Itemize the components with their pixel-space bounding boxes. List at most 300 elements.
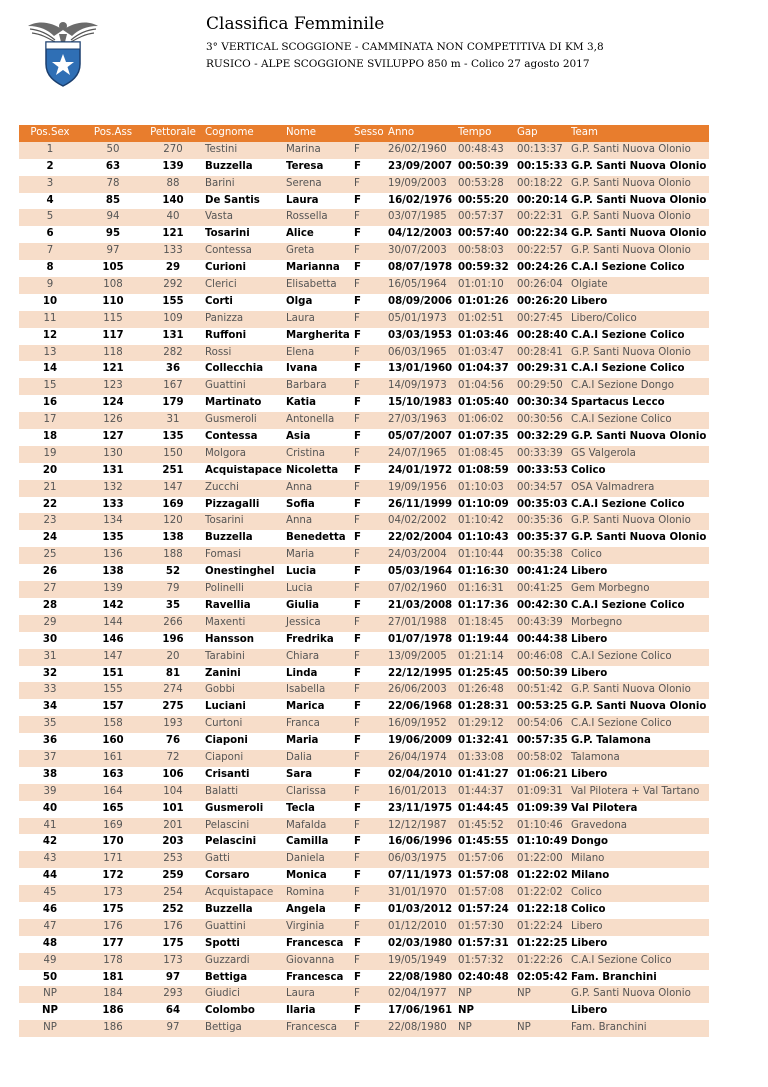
table-cell: 4 xyxy=(46,194,54,206)
table-cell: 293 xyxy=(163,988,183,1000)
table-cell: Gusmeroli xyxy=(205,802,264,814)
table-cell: 155 xyxy=(103,684,123,696)
table-cell: 131 xyxy=(162,329,184,341)
table-cell: 26/06/2003 xyxy=(388,684,447,696)
table-cell: F xyxy=(354,549,360,561)
table-cell: 134 xyxy=(103,515,123,527)
table-cell: Tarabini xyxy=(205,650,245,662)
table-cell: 00:18:22 xyxy=(517,177,563,189)
table-row xyxy=(19,328,709,345)
table-row xyxy=(19,412,709,429)
table-row xyxy=(19,547,709,564)
table-cell: 36 xyxy=(42,735,58,747)
table-cell: 44 xyxy=(42,870,58,882)
table-cell: Bettiga xyxy=(205,1022,242,1034)
table-cell: 01:22:24 xyxy=(517,920,563,932)
table-row xyxy=(19,598,709,615)
table-cell: 20 xyxy=(166,650,180,662)
table-cell: Jessica xyxy=(286,616,321,628)
table-row xyxy=(19,260,709,277)
table-cell: 05/03/1964 xyxy=(388,566,453,578)
table-cell: Spotti xyxy=(205,937,240,949)
table-cell: 01:08:45 xyxy=(458,447,504,459)
table-cell: 00:26:20 xyxy=(517,295,568,307)
table-cell: Fam. Branchini xyxy=(571,971,657,983)
table-cell: 30 xyxy=(42,633,58,645)
table-cell: 01:25:45 xyxy=(458,667,509,679)
table-cell: Isabella xyxy=(286,684,326,696)
table-cell: F xyxy=(354,751,360,763)
table-row xyxy=(19,986,709,1003)
table-cell: 52 xyxy=(165,566,181,578)
table-cell: Lucia xyxy=(286,583,313,595)
table-cell: Panizza xyxy=(205,312,244,324)
table-cell: 50 xyxy=(42,971,58,983)
table-cell: Libero xyxy=(571,667,608,679)
table-cell: NP xyxy=(458,988,472,1000)
table-cell: F xyxy=(354,954,360,966)
table-cell: 117 xyxy=(102,329,124,341)
col-header: Gap xyxy=(517,127,538,138)
table-row xyxy=(19,209,709,226)
table-cell: G.P. Santi Nuova Olonio xyxy=(571,211,691,223)
table-row xyxy=(19,159,709,176)
table-row xyxy=(19,294,709,311)
table-cell: F xyxy=(354,1022,360,1034)
table-cell: F xyxy=(354,329,361,341)
table-cell: Marica xyxy=(286,701,325,713)
table-cell: Ruffoni xyxy=(205,329,247,341)
table-cell: Elena xyxy=(286,346,315,358)
table-row xyxy=(19,649,709,666)
table-cell: G.P. Santi Nuova Olonio xyxy=(571,346,691,358)
table-row xyxy=(19,193,709,210)
table-cell: G.P. Santi Nuova Olonio xyxy=(571,532,707,544)
table-cell: 165 xyxy=(102,802,124,814)
table-cell: 00:58:03 xyxy=(458,245,504,257)
table-cell: 169 xyxy=(103,819,123,831)
table-row xyxy=(19,733,709,750)
table-cell: Contessa xyxy=(205,245,252,257)
table-cell: 5 xyxy=(46,211,54,223)
table-cell: 01:09:31 xyxy=(517,785,563,797)
table-cell: 01:45:52 xyxy=(458,819,504,831)
table-cell: 175 xyxy=(102,903,124,915)
table-cell: 00:57:35 xyxy=(517,735,568,747)
table-cell: F xyxy=(354,160,361,172)
table-cell: 01:10:46 xyxy=(517,819,563,831)
table-cell: 01/12/2010 xyxy=(388,920,447,932)
table-cell: 136 xyxy=(103,549,123,561)
table-cell: Milano xyxy=(571,870,610,882)
table-cell: 01:10:03 xyxy=(458,481,504,493)
table-row xyxy=(19,682,709,699)
table-cell: Guattini xyxy=(205,380,246,392)
table-cell: 120 xyxy=(163,515,183,527)
table-cell: 118 xyxy=(103,346,123,358)
table-cell: Martinato xyxy=(205,397,262,409)
table-cell: 108 xyxy=(103,279,123,291)
table-cell: 167 xyxy=(163,380,183,392)
table-cell: 135 xyxy=(102,532,124,544)
table-cell: Colico xyxy=(571,549,602,561)
table-cell: Bettiga xyxy=(205,971,248,983)
table-cell: Alice xyxy=(286,228,314,240)
table-cell: 04/02/2002 xyxy=(388,515,447,527)
table-cell: 158 xyxy=(103,718,123,730)
table-cell: 133 xyxy=(163,245,183,257)
table-row xyxy=(19,615,709,632)
table-cell: G.P. Santi Nuova Olonio xyxy=(571,143,691,155)
table-cell: C.A.I Sezione Colico xyxy=(571,650,672,662)
table-cell: C.A.I Sezione Colico xyxy=(571,329,685,341)
table-cell: Zucchi xyxy=(205,481,239,493)
table-cell: 121 xyxy=(162,228,184,240)
table-cell: 115 xyxy=(103,312,123,324)
table-cell: Monica xyxy=(286,870,327,882)
table-cell: 00:42:30 xyxy=(517,599,568,611)
table-cell: Giulia xyxy=(286,599,319,611)
table-cell: 01:09:39 xyxy=(517,802,568,814)
table-cell: 130 xyxy=(103,447,123,459)
table-cell: F xyxy=(354,211,360,223)
table-cell: 00:57:40 xyxy=(458,228,509,240)
table-cell: 196 xyxy=(162,633,184,645)
table-row xyxy=(19,226,709,243)
table-cell: 31 xyxy=(166,414,180,426)
table-cell: Clarissa xyxy=(286,785,327,797)
table-cell: Balatti xyxy=(205,785,239,797)
table-cell: 109 xyxy=(163,312,183,324)
table-cell: G.P. Santi Nuova Olonio xyxy=(571,245,691,257)
table-cell: Buzzella xyxy=(205,532,253,544)
table-cell: Gobbi xyxy=(205,684,235,696)
table-cell: 110 xyxy=(102,295,124,307)
table-cell: 48 xyxy=(42,937,58,949)
table-cell: 01:07:35 xyxy=(458,431,509,443)
table-cell: 151 xyxy=(102,667,124,679)
table-cell: F xyxy=(354,988,360,1000)
table-cell: F xyxy=(354,887,360,899)
table-cell: 01:26:48 xyxy=(458,684,504,696)
table-cell: 36 xyxy=(165,363,181,375)
table-cell: 78 xyxy=(106,177,120,189)
table-cell: 15 xyxy=(43,380,57,392)
table-cell: 23/09/2007 xyxy=(388,160,453,172)
table-cell: C.A.I Sezione Dongo xyxy=(571,380,674,392)
table-row xyxy=(19,142,709,159)
table-cell: F xyxy=(354,735,361,747)
table-cell: Ciaponi xyxy=(205,735,248,747)
table-cell: F xyxy=(354,684,360,696)
table-cell: 33 xyxy=(43,684,57,696)
table-cell: 11 xyxy=(43,312,57,324)
table-cell: Benedetta xyxy=(286,532,346,544)
table-cell: F xyxy=(354,464,361,476)
table-cell: 2 xyxy=(46,160,54,172)
table-cell: 22/08/1980 xyxy=(388,971,453,983)
table-cell: Antonella xyxy=(286,414,335,426)
table-cell: 01:45:55 xyxy=(458,836,509,848)
table-cell: 01:21:14 xyxy=(458,650,504,662)
table-cell: Acquistapace xyxy=(205,887,274,899)
table-row xyxy=(19,361,709,378)
table-cell: Curioni xyxy=(205,262,246,274)
table-cell: F xyxy=(354,295,361,307)
table-cell: 00:29:31 xyxy=(517,363,568,375)
table-cell: 6 xyxy=(46,228,54,240)
table-cell: 18 xyxy=(42,431,58,443)
table-cell: Maria xyxy=(286,549,315,561)
table-cell: 01:18:45 xyxy=(458,616,504,628)
table-cell: F xyxy=(354,397,361,409)
table-cell: F xyxy=(354,194,361,206)
table-cell: 26 xyxy=(42,566,58,578)
table-row xyxy=(19,497,709,514)
table-cell: F xyxy=(354,515,360,527)
table-cell: 45 xyxy=(43,887,57,899)
table-cell: 40 xyxy=(42,802,58,814)
table-cell: 19/09/1956 xyxy=(388,481,447,493)
table-cell: Morbegno xyxy=(571,616,623,628)
table-cell: GS Valgerola xyxy=(571,447,636,459)
table-cell: 00:22:31 xyxy=(517,211,563,223)
table-cell: 31 xyxy=(43,650,57,662)
table-cell: C.A.I Sezione Colico xyxy=(571,262,685,274)
table-cell: 94 xyxy=(106,211,120,223)
event-subtitle: 3° VERTICAL SCOGGIONE - CAMMINATA NON COMPETITIVA DI KM 3,8 xyxy=(206,41,604,53)
table-cell: F xyxy=(354,718,360,730)
table-cell: 176 xyxy=(163,920,183,932)
table-cell: Asia xyxy=(286,431,311,443)
table-cell: Katia xyxy=(286,397,317,409)
table-cell: 01:57:30 xyxy=(458,920,504,932)
table-cell: 01:10:44 xyxy=(458,549,504,561)
table-row xyxy=(19,378,709,395)
table-cell: 106 xyxy=(162,768,184,780)
table-cell: 79 xyxy=(166,583,180,595)
table-cell: Libero xyxy=(571,920,603,932)
table-header xyxy=(19,125,709,142)
table-cell: 00:13:37 xyxy=(517,143,563,155)
col-header: Pos.Ass xyxy=(93,127,133,138)
table-cell: Teresa xyxy=(286,160,324,172)
table-cell: OSA Valmadrera xyxy=(571,481,655,493)
table-cell: Curtoni xyxy=(205,718,243,730)
col-header: Pettorale xyxy=(150,127,196,138)
table-cell: 01:33:08 xyxy=(458,751,504,763)
table-cell: 00:35:03 xyxy=(517,498,568,510)
table-cell: 123 xyxy=(103,380,123,392)
table-cell: Lucia xyxy=(286,566,317,578)
table-cell: F xyxy=(354,971,361,983)
table-cell: Marianna xyxy=(286,262,340,274)
table-cell: Ilaria xyxy=(286,1005,316,1017)
table-cell: 160 xyxy=(102,735,124,747)
table-cell: 163 xyxy=(102,768,124,780)
table-cell: 186 xyxy=(103,1022,123,1034)
table-cell: 00:22:57 xyxy=(517,245,563,257)
table-cell: 105 xyxy=(102,262,124,274)
table-cell: F xyxy=(354,177,360,189)
table-cell: G.P. Santi Nuova Olonio xyxy=(571,160,707,172)
table-cell: 16/09/1952 xyxy=(388,718,447,730)
table-cell: 266 xyxy=(163,616,183,628)
table-cell: 14/09/1973 xyxy=(388,380,447,392)
table-cell: 01:02:51 xyxy=(458,312,504,324)
table-cell: Ciaponi xyxy=(205,751,244,763)
table-cell: G.P. Santi Nuova Olonio xyxy=(571,431,707,443)
table-cell: 00:34:57 xyxy=(517,481,563,493)
table-cell: F xyxy=(354,785,360,797)
table-cell: 22/08/1980 xyxy=(388,1022,447,1034)
table-cell: G.P. Santi Nuova Olonio xyxy=(571,177,691,189)
table-cell: 147 xyxy=(103,650,123,662)
table-cell: 26/02/1960 xyxy=(388,143,447,155)
table-cell: 01:01:26 xyxy=(458,295,509,307)
table-row xyxy=(19,429,709,446)
table-cell: 00:58:02 xyxy=(517,751,563,763)
table-cell: 31/01/1970 xyxy=(388,887,447,899)
table-cell: F xyxy=(354,599,361,611)
table-cell: Gatti xyxy=(205,853,230,865)
table-cell: Cristina xyxy=(286,447,325,459)
table-cell: 00:43:39 xyxy=(517,616,563,628)
table-cell: Colico xyxy=(571,887,602,899)
table-cell: 170 xyxy=(102,836,124,848)
table-cell: 275 xyxy=(162,701,184,713)
table-cell: 02:05:42 xyxy=(517,971,568,983)
table-cell: 40 xyxy=(166,211,180,223)
table-cell: 13/09/2005 xyxy=(388,650,447,662)
table-row xyxy=(19,716,709,733)
table-row xyxy=(19,530,709,547)
table-cell: Romina xyxy=(286,887,325,899)
table-cell: 06/03/1975 xyxy=(388,853,447,865)
table-cell: Olga xyxy=(286,295,313,307)
table-row xyxy=(19,666,709,683)
table-cell: 25 xyxy=(43,549,57,561)
table-cell: 01:06:02 xyxy=(458,414,504,426)
table-cell: 39 xyxy=(43,785,57,797)
table-cell: 01:22:00 xyxy=(517,853,563,865)
table-cell: 24/07/1965 xyxy=(388,447,447,459)
table-cell: Greta xyxy=(286,245,315,257)
table-cell: 08/09/2006 xyxy=(388,295,453,307)
table-cell: 01:32:41 xyxy=(458,735,509,747)
table-cell: 01:57:08 xyxy=(458,887,504,899)
page-title: Classifica Femminile xyxy=(206,14,385,34)
table-row xyxy=(19,632,709,649)
table-cell: 104 xyxy=(163,785,183,797)
table-cell: 00:28:41 xyxy=(517,346,563,358)
table-cell: F xyxy=(354,853,360,865)
table-cell: C.A.I Sezione Colico xyxy=(571,718,672,730)
table-cell: 00:29:50 xyxy=(517,380,563,392)
table-cell: 00:51:42 xyxy=(517,684,563,696)
table-cell: 01:04:37 xyxy=(458,363,509,375)
table-cell: 00:57:37 xyxy=(458,211,504,223)
table-cell: Guattini xyxy=(205,920,246,932)
table-cell: 41 xyxy=(43,819,57,831)
table-cell: 21 xyxy=(43,481,57,493)
table-cell: Anna xyxy=(286,515,313,527)
table-cell: Milano xyxy=(571,853,605,865)
table-cell: Dongo xyxy=(571,836,608,848)
table-cell: Francesca xyxy=(286,937,344,949)
table-cell: G.P. Santi Nuova Olonio xyxy=(571,684,691,696)
table-cell: 04/12/2003 xyxy=(388,228,453,240)
table-cell: 9 xyxy=(46,279,54,291)
table-cell: 252 xyxy=(162,903,184,915)
table-cell: F xyxy=(354,532,361,544)
table-cell: 121 xyxy=(102,363,124,375)
table-cell: 07/11/1973 xyxy=(388,870,453,882)
table-cell: Pelascini xyxy=(205,819,250,831)
table-cell: 132 xyxy=(103,481,123,493)
table-cell: 175 xyxy=(162,937,184,949)
table-row xyxy=(19,480,709,497)
table-cell: 00:55:20 xyxy=(458,194,509,206)
table-cell: Pizzagalli xyxy=(205,498,260,510)
table-cell: Val Pilotera + Val Tartano xyxy=(571,785,700,797)
table-cell: 01:44:45 xyxy=(458,802,509,814)
table-cell: 00:24:26 xyxy=(517,262,568,274)
table-cell: 28 xyxy=(42,599,58,611)
table-cell: Acquistapace xyxy=(205,464,282,476)
table-cell: C.A.I Sezione Colico xyxy=(571,599,685,611)
table-cell: 203 xyxy=(162,836,184,848)
table-cell: 19/06/2009 xyxy=(388,735,453,747)
table-cell: 10 xyxy=(42,295,58,307)
table-cell: 01:57:31 xyxy=(458,937,509,949)
table-cell: 01:57:32 xyxy=(458,954,504,966)
table-cell: F xyxy=(354,937,361,949)
table-cell: 97 xyxy=(165,971,181,983)
table-cell: Guzzardi xyxy=(205,954,250,966)
table-cell: 01:10:49 xyxy=(517,836,568,848)
table-cell: G.P. Santi Nuova Olonio xyxy=(571,515,691,527)
table-cell: 164 xyxy=(103,785,123,797)
table-cell: 01:03:46 xyxy=(458,329,509,341)
table-cell: 43 xyxy=(43,853,57,865)
table-cell: 27 xyxy=(43,583,57,595)
table-row xyxy=(19,277,709,294)
table-cell: F xyxy=(354,633,361,645)
table-cell: 07/02/1960 xyxy=(388,583,447,595)
table-cell: Fomasi xyxy=(205,549,242,561)
table-cell: 139 xyxy=(162,160,184,172)
table-cell: 161 xyxy=(103,751,123,763)
table-cell: 35 xyxy=(165,599,181,611)
table-cell: Fredrika xyxy=(286,633,334,645)
table-cell: F xyxy=(354,920,360,932)
table-cell: 01:10:09 xyxy=(458,498,509,510)
table-cell: G.P. Santi Nuova Olonio xyxy=(571,194,707,206)
table-cell: 46 xyxy=(42,903,58,915)
table-cell: 3 xyxy=(46,177,54,189)
table-cell: 144 xyxy=(103,616,123,628)
table-cell: 30/07/2003 xyxy=(388,245,447,257)
table-row xyxy=(19,868,709,885)
table-cell: Elisabetta xyxy=(286,279,337,291)
table-cell: 02/04/1977 xyxy=(388,988,447,1000)
table-cell: 01:28:31 xyxy=(458,701,509,713)
table-cell: Dalia xyxy=(286,751,312,763)
table-cell: Onestinghel xyxy=(205,566,275,578)
table-cell: 126 xyxy=(103,414,123,426)
table-cell: 169 xyxy=(162,498,184,510)
